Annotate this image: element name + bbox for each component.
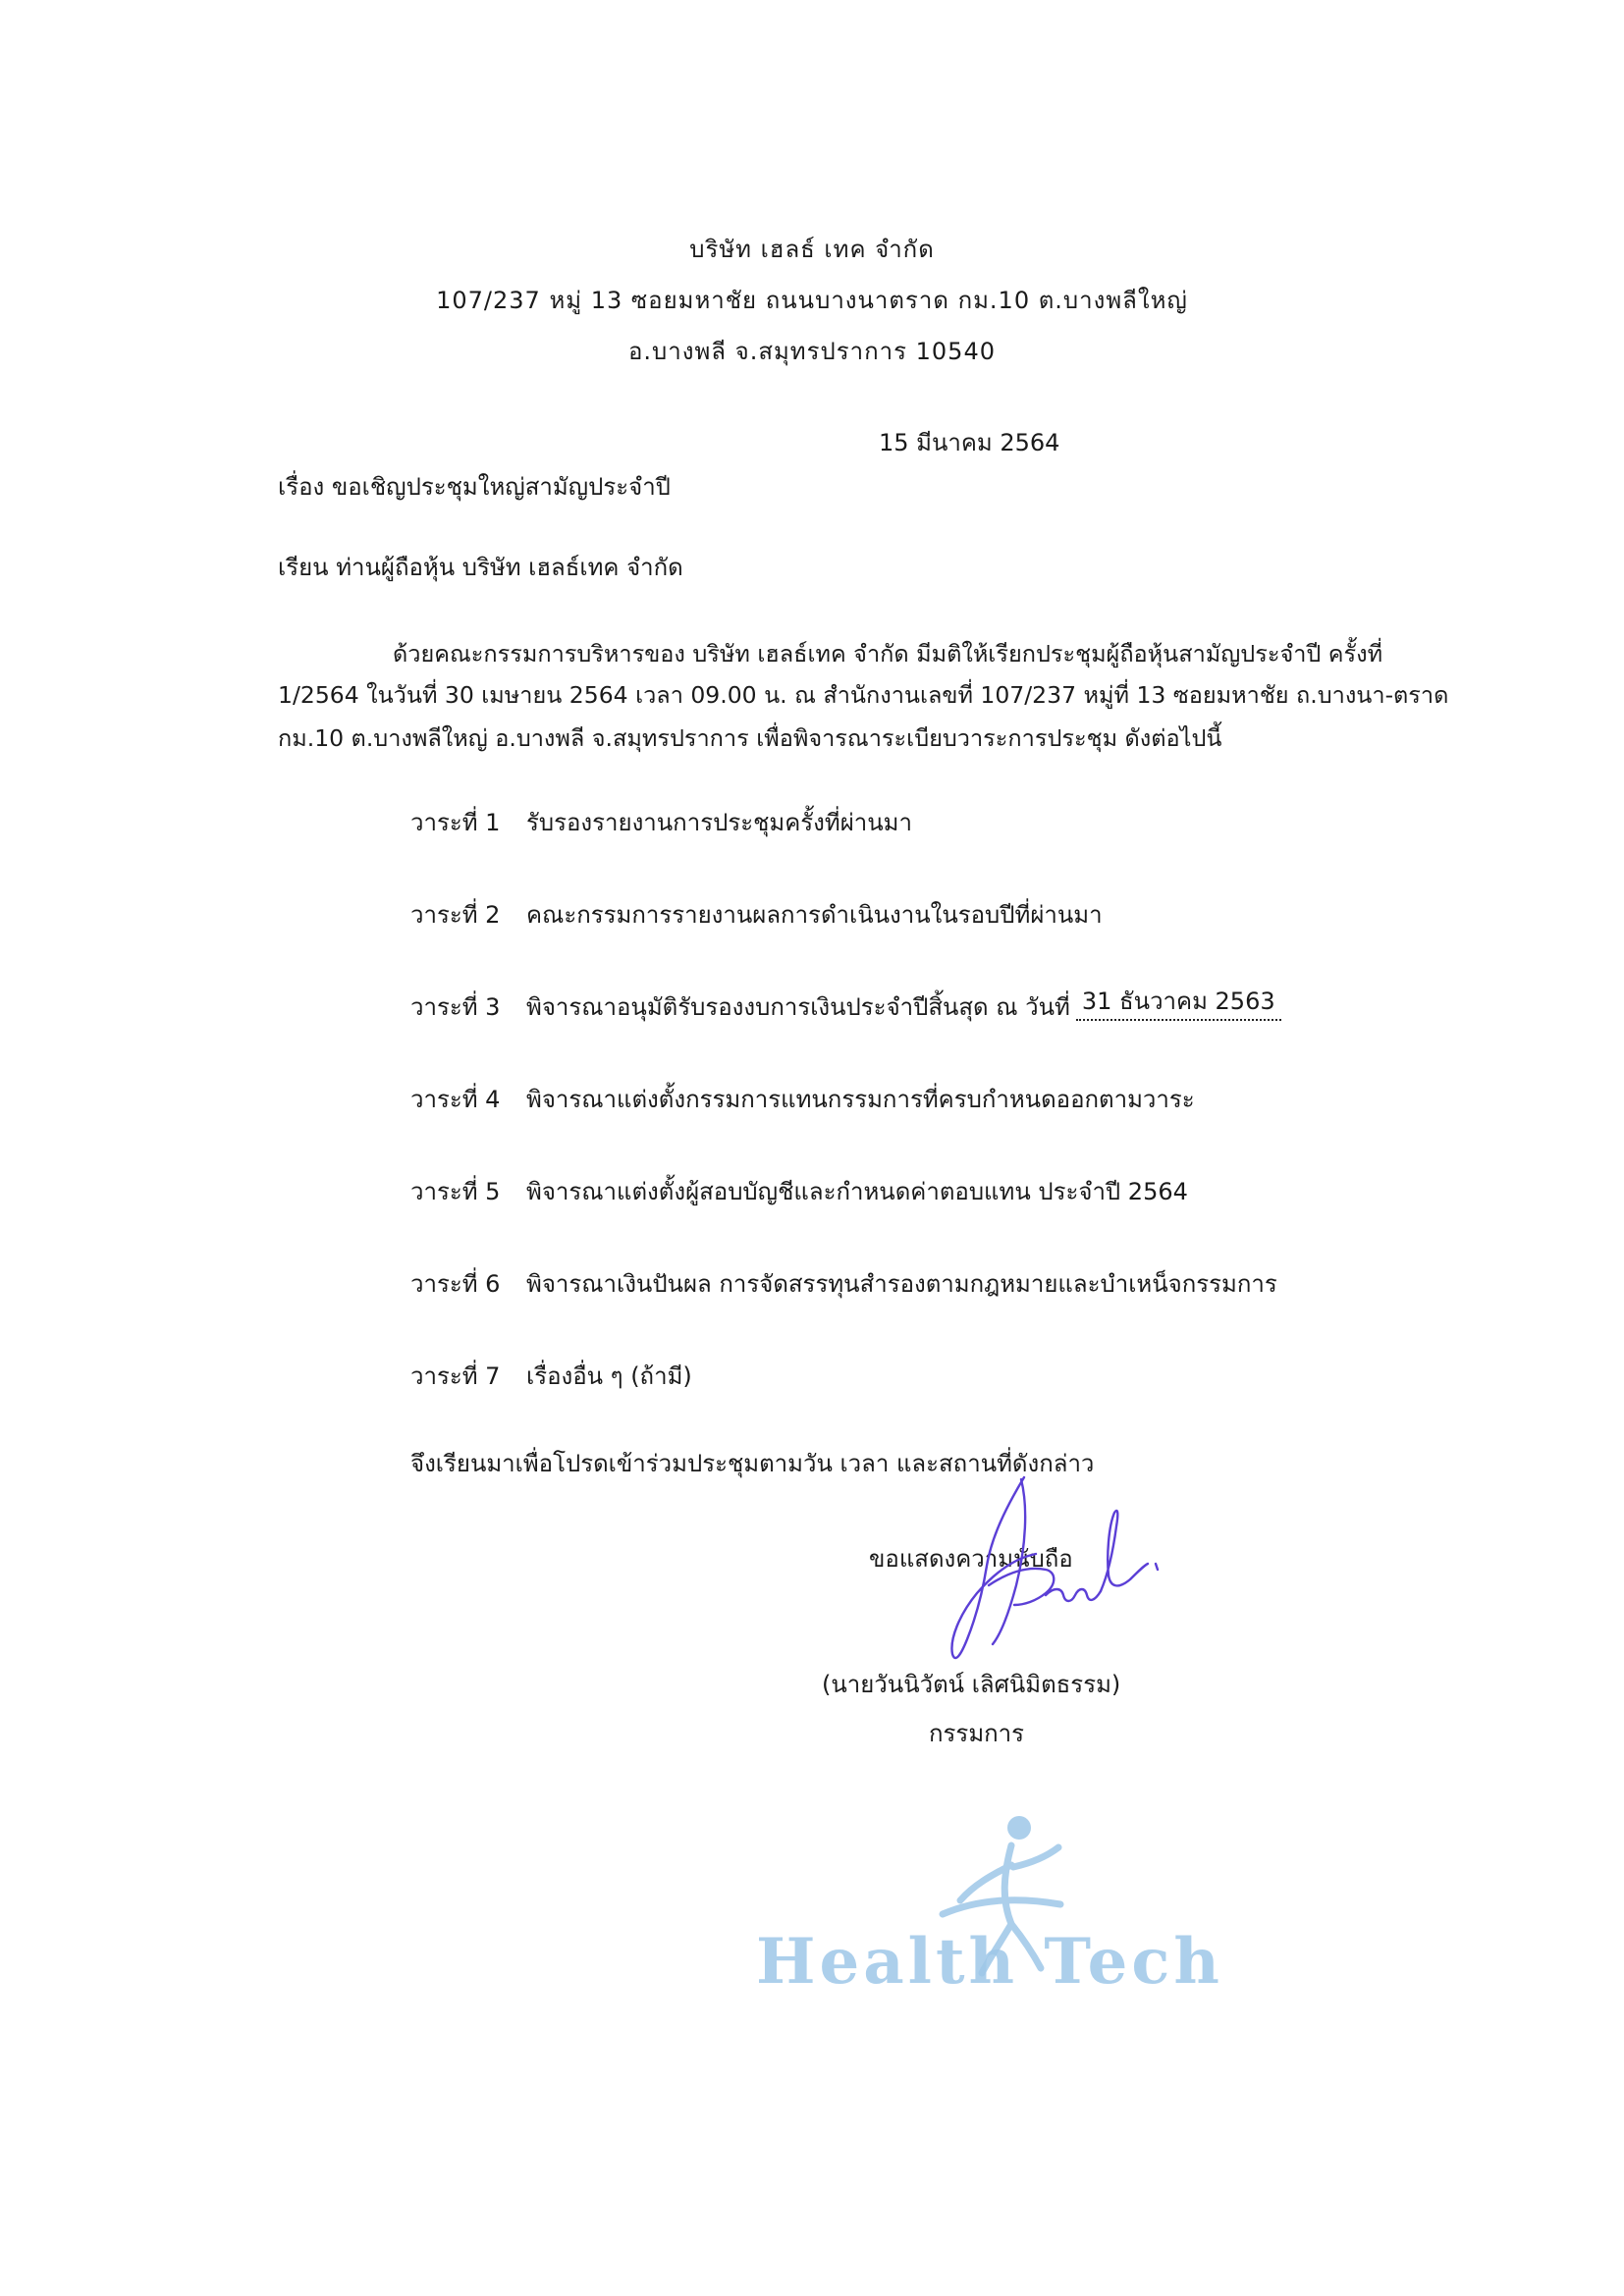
sign-off: ขอแสดงความนับถือ xyxy=(869,1545,1073,1573)
agenda-text: พิจารณาแต่งตั้งกรรมการแทนกรรมการที่ครบกำหนดออกตามวาระ xyxy=(526,1086,1195,1113)
agenda-text: รับรองรายงานการประชุมครั้งที่ผ่านมา xyxy=(526,809,912,836)
body-line-1: ด้วยคณะกรรมการบริหารของ บริษัท เฮลธ์เทค จำกัด มีมติให้เรียกประชุมผู้ถือหุ้นสามัญประจำปี ครั้งที่ xyxy=(393,640,1383,667)
agenda-number: วาระที่ 4 xyxy=(410,1086,501,1113)
agenda-text: คณะกรรมการรายงานผลการดำเนินงานในรอบปีที่ผ่านมา xyxy=(526,901,1103,929)
signer-title: กรรมการ xyxy=(929,1720,1025,1747)
agenda-item xyxy=(410,1176,1188,1207)
agenda-text: พิจารณาอนุมัติรับรองงบการเงินประจำปีสิ้นสุด ณ วันที่ xyxy=(526,993,1070,1021)
agenda-item xyxy=(410,1084,1195,1115)
company-address-line1: 107/237 หมู่ 13 ซอยมหาชัย ถนนบางนาตราด กม.10 ต.บางพลีใหญ่ xyxy=(436,287,1188,314)
company-stamp-logo xyxy=(746,1806,1257,2002)
agenda-number: วาระที่ 6 xyxy=(410,1270,501,1298)
agenda-text: เรื่องอื่น ๆ (ถ้ามี) xyxy=(526,1362,692,1390)
agenda-text: พิจารณาเงินปันผล การจัดสรรทุนสำรองตามกฎหมายและบำเหน็จกรรมการ xyxy=(526,1270,1277,1298)
closing-statement: จึงเรียนมาเพื่อโปรดเข้าร่วมประชุมตามวัน เวลา และสถานที่ดังกล่าว xyxy=(410,1450,1095,1477)
handwritten-signature-icon xyxy=(898,1468,1173,1688)
agenda-item xyxy=(410,1268,1277,1300)
signer-name: (นายวันนิวัตน์ เลิศนิมิตธรรม) xyxy=(822,1671,1121,1698)
agenda-item xyxy=(410,988,1281,1027)
company-address-line2: อ.บางพลี จ.สมุทรปราการ 10540 xyxy=(628,338,996,365)
stamp-lettering: Health Tech xyxy=(756,1925,1223,1999)
agenda-number: วาระที่ 5 xyxy=(410,1178,501,1205)
agenda-number: วาระที่ 3 xyxy=(410,993,501,1021)
company-name: บริษัท เฮลธ์ เทค จำกัด xyxy=(689,236,935,263)
body-line-2: 1/2564 ในวันที่ 30 เมษายน 2564 เวลา 09.00 น. ณ สำนักงานเลขที่ 107/237 หมู่ที่ 13 ซอยมหาชัย ถ.บางนา-ตราด xyxy=(278,681,1449,709)
body-line-3: กม.10 ต.บางพลีใหญ่ อ.บางพลี จ.สมุทรปราการ เพื่อพิจารณาระเบียบวาระการประชุม ดังต่อไปนี้ xyxy=(278,724,1222,752)
letter-recipient: เรียน ท่านผู้ถือหุ้น บริษัท เฮลธ์เทค จำกัด xyxy=(278,554,683,581)
fiscal-year-end-fill: 31 ธันวาคม 2563 xyxy=(1076,986,1281,1021)
agenda-number: วาระที่ 2 xyxy=(410,901,501,929)
agenda-number: วาระที่ 7 xyxy=(410,1362,501,1390)
agenda-item xyxy=(410,899,1103,931)
agenda-item xyxy=(410,1361,692,1392)
agenda-item xyxy=(410,807,912,838)
letter-subject: เรื่อง ขอเชิญประชุมใหญ่สามัญประจำปี xyxy=(278,473,671,501)
agenda-number: วาระที่ 1 xyxy=(410,809,501,836)
letter-date: 15 มีนาคม 2564 xyxy=(879,429,1060,456)
agenda-text: พิจารณาแต่งตั้งผู้สอบบัญชีและกำหนดค่าตอบแทน ประจำปี 2564 xyxy=(526,1178,1188,1205)
